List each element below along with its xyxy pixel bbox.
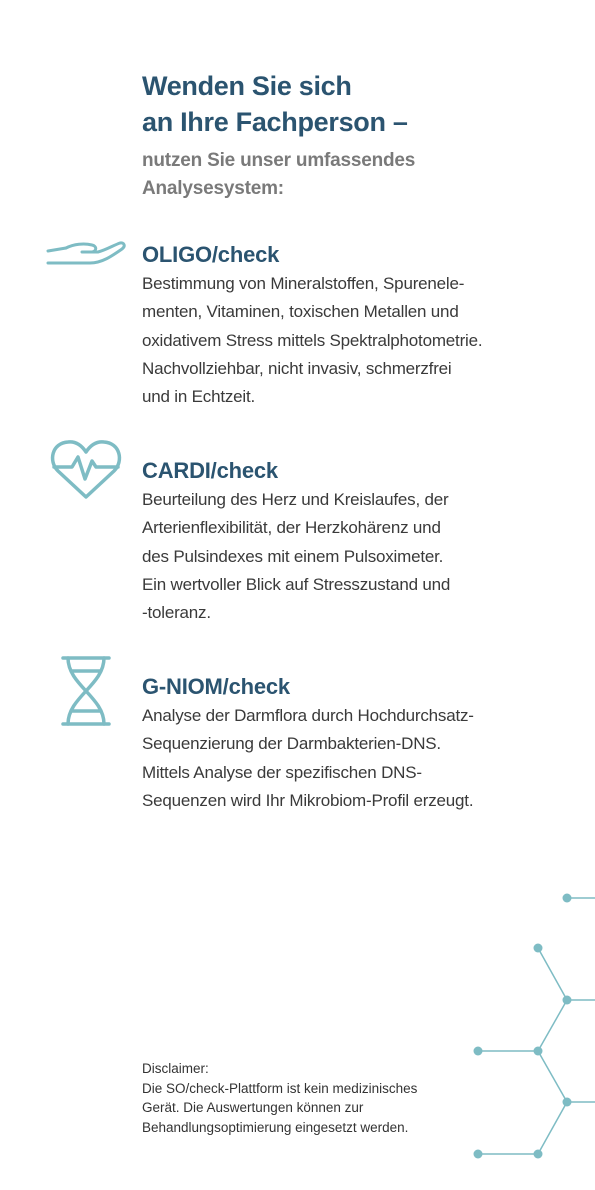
section-title: G-NIOM/check <box>142 674 290 699</box>
section-text-line: menten, Vitaminen, toxischen Metallen und <box>142 302 459 322</box>
heading-line-2: an Ihre Fachperson – <box>142 107 408 137</box>
section-text-line: Nachvollziehbar, nicht invasiv, schmerzfrei <box>142 358 452 378</box>
section-text-line: Mittels Analyse der spezifischen DNS- <box>142 762 422 782</box>
section-text-line: Analyse der Darmflora durch Hochdurchsatz- <box>142 706 474 725</box>
molecule-network-decoration <box>460 880 595 1170</box>
section-title: OLIGO/check <box>142 242 280 267</box>
subheading-line-1: nutzen Sie unser umfassendes <box>142 150 416 171</box>
page-heading <box>142 68 408 140</box>
disclaimer-line: Die SO/check-Plattform ist kein medizinisches <box>142 1080 418 1096</box>
section-text-line: und in Echtzeit. <box>142 387 256 407</box>
section-text-line: Sequenzen wird Ihr Mikrobiom-Profil erzeugt. <box>142 790 474 810</box>
section-title: CARDI/check <box>142 458 278 483</box>
hand-icon <box>44 234 128 270</box>
section-cardi-check <box>142 456 562 627</box>
subheading-line-2: Analysesystem: <box>142 178 284 199</box>
disclaimer-label: Disclaimer: <box>142 1061 209 1076</box>
disclaimer-line: Behandlungsoptimierung eingesetzt werden. <box>142 1119 409 1135</box>
disclaimer <box>142 1059 417 1137</box>
section-text-line: -toleranz. <box>142 603 211 623</box>
heart-pulse-icon <box>50 437 122 501</box>
heading-line-1: Wenden Sie sich <box>142 71 352 101</box>
section-text-line: Arterienflexibilität, der Herzkohärenz und <box>142 518 441 538</box>
section-text-line: Ein wertvoller Blick auf Stresszustand und <box>142 574 451 594</box>
section-text-line: des Pulsindexes mit einem Pulsoximeter. <box>142 546 444 566</box>
dna-icon <box>60 655 112 727</box>
page-subheading <box>142 147 415 203</box>
section-text-line: Sequenzierung der Darmbakterien-DNS. <box>142 734 441 754</box>
section-text-line: Bestimmung von Mineralstoffen, Spurenele- <box>142 274 465 293</box>
section-text-line: Beurteilung des Herz und Kreislaufes, der <box>142 490 449 509</box>
section-g-niom-check <box>142 672 562 815</box>
section-text-line: oxidativem Stress mittels Spektralphotometrie. <box>142 330 483 350</box>
section-oligo-check <box>142 240 562 411</box>
disclaimer-line: Gerät. Die Auswertungen können zur <box>142 1100 364 1115</box>
